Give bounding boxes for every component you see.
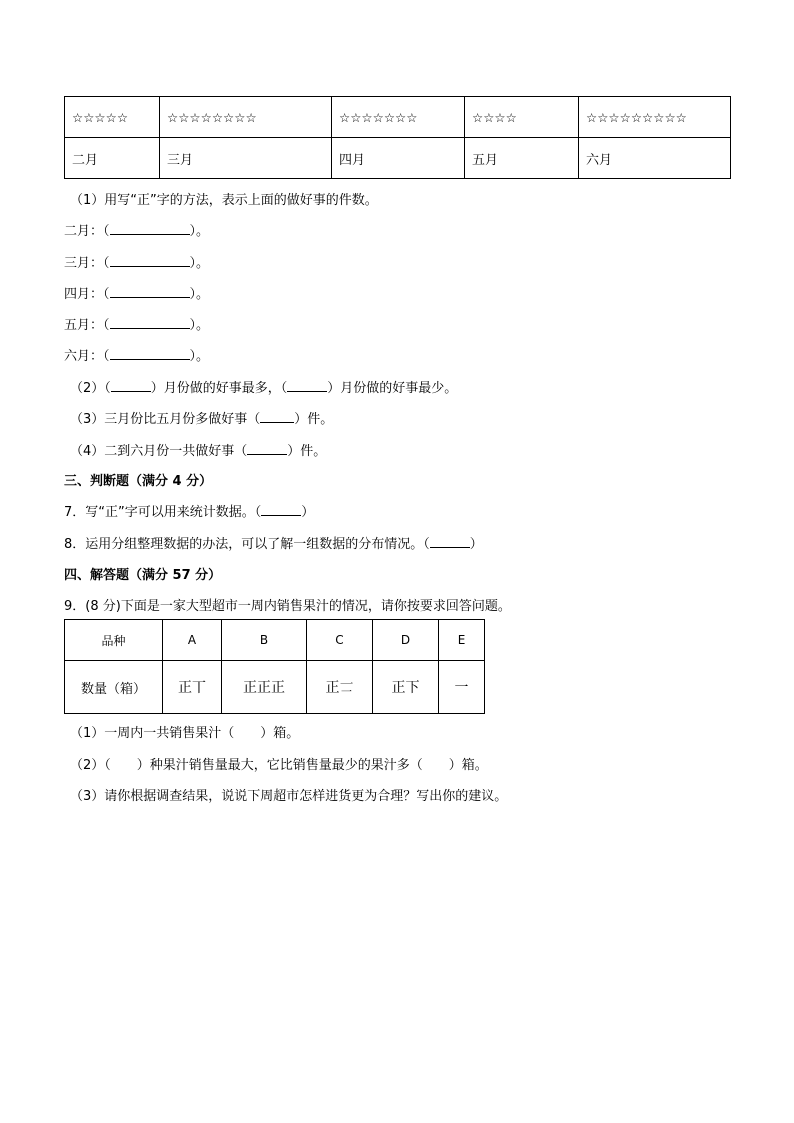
tally-b: 正正正: [222, 661, 307, 714]
answer-end: ）。: [189, 318, 210, 333]
month-cell-apr: 四月: [332, 138, 465, 179]
answer-blank-jun[interactable]: [110, 347, 190, 360]
q7-blank[interactable]: [261, 503, 301, 516]
q8-text: 8．运用分组整理数据的办法，可以了解一组数据的分布情况。（: [64, 537, 430, 552]
answer-label: 四月：（: [64, 287, 110, 302]
stars-table: [64, 96, 731, 179]
difference-blank[interactable]: [260, 410, 294, 423]
q6-part4-text-b: ）件。: [287, 444, 327, 459]
q8: [64, 533, 483, 552]
header-b: B: [222, 620, 307, 661]
q7-end: ）: [301, 505, 315, 520]
q6-part2: [70, 377, 457, 396]
month-cell-jun: 六月: [579, 138, 731, 179]
answer-line-jun: [64, 345, 209, 364]
header-variety: 品种: [65, 620, 163, 661]
answer-line-feb: [64, 220, 209, 239]
answer-line-apr: [64, 283, 209, 302]
answer-end: ）。: [189, 349, 210, 364]
stars-row: [65, 97, 731, 138]
answer-label: 六月：（: [64, 349, 110, 364]
q9-part1: （1）一周内一共销售果汁（ ）箱。: [70, 726, 300, 741]
answer-label: 二月：（: [64, 224, 110, 239]
month-cell-mar: 三月: [160, 138, 332, 179]
q8-end: ）: [469, 537, 483, 552]
stars-cell-feb: ☆☆☆☆☆: [65, 97, 160, 138]
q6-part3-text-b: ）件。: [294, 412, 334, 427]
q6-part1: （1）用写“正”字的方法，表示上面的做好事的件数。: [70, 193, 378, 208]
header-d: D: [373, 620, 439, 661]
header-c: C: [307, 620, 373, 661]
answer-blank-mar[interactable]: [110, 254, 190, 267]
stars-cell-may: ☆☆☆☆: [465, 97, 579, 138]
q9-part3: （3）请你根据调查结果，说说下周超市怎样进货更为合理？写出你的建议。: [70, 789, 508, 804]
answer-end: ）。: [189, 224, 210, 239]
q8-blank[interactable]: [430, 535, 470, 548]
stars-cell-mar: ☆☆☆☆☆☆☆☆: [160, 97, 332, 138]
juice-sales-table: [64, 619, 485, 714]
answer-line-may: [64, 314, 209, 333]
answer-blank-apr[interactable]: [110, 285, 190, 298]
months-row: [65, 138, 731, 179]
q6-part2-text-a: （2）（: [70, 381, 111, 396]
answer-blank-may[interactable]: [110, 316, 190, 329]
answer-end: ）。: [189, 256, 210, 271]
tally-c: 正𠄟: [307, 661, 373, 714]
tally-e: 一: [439, 661, 485, 714]
q6-part2-text-c: ）月份做的好事最少。: [327, 381, 458, 396]
stars-cell-jun: ☆☆☆☆☆☆☆☆☆: [579, 97, 731, 138]
month-cell-may: 五月: [465, 138, 579, 179]
stars-cell-apr: ☆☆☆☆☆☆☆: [332, 97, 465, 138]
q9: 9．(8 分)下面是一家大型超市一周内销售果汁的情况，请你按要求回答问题。: [64, 599, 511, 614]
least-month-blank[interactable]: [287, 379, 327, 392]
row-label-quantity: 数量（箱）: [65, 661, 163, 714]
q6-part3-text-a: （3）三月份比五月份多做好事（: [70, 412, 261, 427]
header-a: A: [163, 620, 222, 661]
answer-label: 五月：（: [64, 318, 110, 333]
month-cell-feb: 二月: [65, 138, 160, 179]
answer-label: 三月：（: [64, 256, 110, 271]
section3-title: 三、判断题（满分 4 分）: [64, 474, 213, 489]
answer-line-mar: [64, 252, 209, 271]
q7-text: 7．写“正”字可以用来统计数据。（: [64, 505, 262, 520]
most-month-blank[interactable]: [111, 379, 151, 392]
answer-end: ）。: [189, 287, 210, 302]
tally-d: 正下: [373, 661, 439, 714]
q6-part2-text-b: ）月份做的好事最多，（: [150, 381, 288, 396]
q6-part4-text-a: （4）二到六月份一共做好事（: [70, 444, 248, 459]
tally-a: 正丅: [163, 661, 222, 714]
q6-part3: [70, 408, 333, 427]
q7: [64, 501, 314, 520]
juice-header-row: [65, 620, 485, 661]
header-e: E: [439, 620, 485, 661]
total-blank[interactable]: [247, 442, 287, 455]
juice-data-row: [65, 661, 485, 714]
answer-blank-feb[interactable]: [110, 222, 190, 235]
q9-part2: （2）（ ）种果汁销售量最大，它比销售量最少的果汁多（ ）箱。: [70, 758, 488, 773]
section4-title: 四、解答题（满分 57 分）: [64, 568, 222, 583]
q6-part4: [70, 440, 326, 459]
